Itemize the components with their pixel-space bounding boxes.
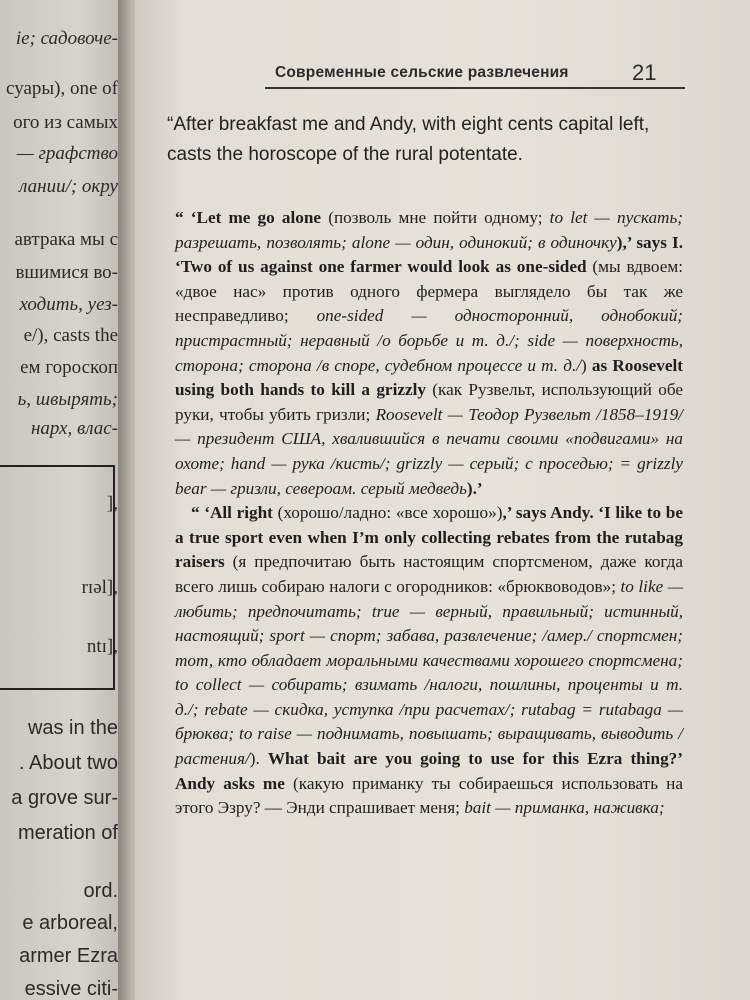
p2-run: to let — пускать; разрешать, позволять; alone — один, одинокий; в одиночку <box>175 208 683 252</box>
annotated-text <box>175 206 683 821</box>
p2-run: one-sided — односторонний, однобокий; пристрастный; неравный /о борьбе и т. д./; side — поверхность, сторона; сторона /в споре, судебном процессе и т. д./ <box>175 306 684 375</box>
left-page-line: was in the <box>27 717 118 739</box>
p3-run: What bait are you going to use for this Ezra thing?’ Andy asks me <box>175 749 683 793</box>
left-page-line: нарх, влас- <box>30 418 118 439</box>
p2-run: ) <box>581 355 592 375</box>
p2-run: Roosevelt — Теодор Рузвельт /1858–1919/ — президент США, хвалившийся в печати своими «подвигами» на охоте; hand — рука /кисть/; grizzly — серый; с проседью; = grizzly bear — гризли, североам. серый медведь <box>175 404 683 498</box>
left-page-line: ], <box>106 493 118 514</box>
left-page-line: ie; садовоче- <box>15 28 118 49</box>
left-page-line: ого из самых <box>13 112 118 133</box>
left-page-line: ходить, уез- <box>19 294 118 315</box>
left-page-line: лании/; окру <box>19 176 118 197</box>
left-page-fragment <box>0 0 130 1000</box>
p3-run: ,’ says Andy. ‘I like to be a true sport even when I’m only collecting rebates from the rutabag raisers <box>175 503 683 572</box>
left-page-line: ем гороскоп <box>20 357 118 378</box>
p2-run: (позволь мне пойти одному; <box>321 208 550 227</box>
left-page-line: e arboreal, <box>22 912 118 934</box>
left-page-line: . About two <box>19 752 118 774</box>
left-page-line: essive citi- <box>24 978 118 1000</box>
left-page-line: e/), casts the <box>23 325 118 346</box>
left-page-line: автрака мы с <box>14 229 118 250</box>
p2-run: (как Рузвельт, использующий обе руки, чтобы убить гризли; <box>175 380 683 424</box>
p3-run: (какую приманку ты собираешься использовать на этого Эзру? — Энди спрашивает меня; <box>175 773 684 818</box>
p3-run: “ ‘All right <box>191 503 273 523</box>
p3-run: to like — любить; предпочитать; true — верный, правильный; истинный, настоящий; sport — спорт; забава, развлечение; /амер./ спортсмен; тот, кто обладает моральными качествами хорошего спортсмена; to collect — собирать; взимать /налоги, пошлины, проценты и т. д./; rebate — скидка, уступка /при расчетах/; rutabag = rutabaga — брюква; to raise — поднимать, повышать; выращивать, выводить /растения/ <box>175 576 683 769</box>
paragraph-let-me-go-alone <box>175 206 683 501</box>
p3-run: (я предпочитаю быть настоящим спортсменом, даже когда всего лишь собираю налоги с огородников: «брюквоводов»; <box>175 552 683 596</box>
right-page <box>135 0 750 1000</box>
p2-run: (мы вдвоем: «двое нас» против одного фермера выглядело бы так же несправедливо; <box>175 257 683 326</box>
header-rule <box>265 87 685 89</box>
left-page-line: meration of <box>17 822 118 844</box>
paragraph-all-right <box>175 501 683 821</box>
p3-run: ). <box>249 749 268 769</box>
left-page-line: ord. <box>83 880 118 902</box>
left-page-line: вшимися во- <box>15 262 118 283</box>
p2-run: “ ‘Let me go alone <box>175 208 322 227</box>
left-page-line: armer Ezra <box>19 945 118 967</box>
left-page-line: — графство <box>16 143 118 164</box>
p2-run: as Roosevelt using both hands to kill a grizzly <box>175 355 683 400</box>
left-page-line: ntɪ], <box>86 636 118 657</box>
left-page-line: a grove sur- <box>11 787 118 809</box>
english-paragraph: “After breakfast me and Andy, with eight cents capital left, casts the horoscope of the rural potentate. <box>167 114 650 165</box>
left-page-line: rɪəl], <box>81 577 118 598</box>
page-number: 21 <box>632 60 657 85</box>
p3-run: (хорошо/ладно: «все хорошо») <box>272 503 503 523</box>
running-title: Современные сельские развлечения <box>275 64 569 81</box>
p2-run: ),’ says I. ‘Two of us against one farmer would look as one-sided <box>175 232 683 277</box>
left-page-line: суары), one of <box>6 78 118 99</box>
left-page-line: ь, швырять; <box>17 389 118 410</box>
p2-run: ).’ <box>466 478 483 498</box>
p3-run: bait — приманка, наживка; <box>464 798 665 818</box>
